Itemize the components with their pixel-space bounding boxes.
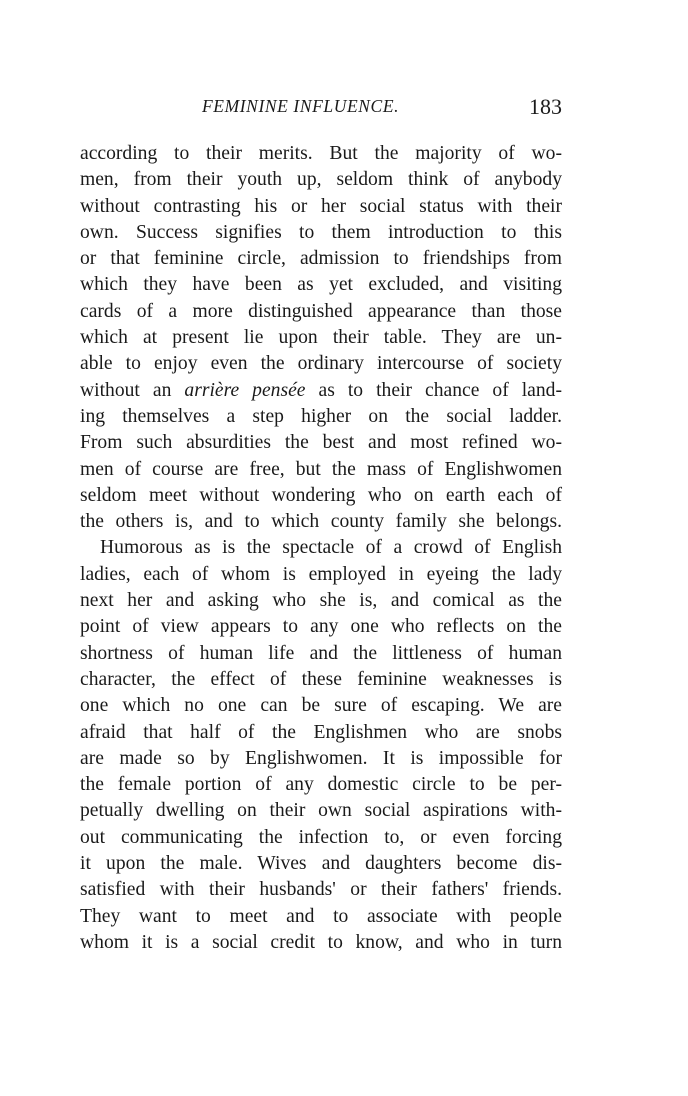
- running-title: FEMININE INFLUENCE.: [202, 96, 400, 116]
- text-line: From such absurdities the best and most refined wo-: [80, 432, 562, 454]
- text-line-with-italic: [80, 378, 562, 404]
- text-line: cards of a more distinguished appearance than those: [80, 300, 562, 322]
- text-line: or that feminine circle, admission to friendships from: [80, 248, 562, 270]
- page-number: 183: [529, 94, 562, 119]
- text-line: shortness of human life and the littleness of human: [80, 642, 562, 664]
- text-line: character, the effect of these feminine weaknesses is: [80, 668, 562, 690]
- text-line: afraid that half of the Englishmen who are snobs: [80, 721, 562, 743]
- text-line: the female portion of any domestic circle to be per-: [80, 774, 562, 796]
- text-line: men of course are free, but the mass of Englishwomen: [80, 458, 562, 480]
- text-line: without contrasting his or her social status with their: [80, 195, 562, 217]
- text-line: ing themselves a step higher on the social ladder.: [80, 405, 562, 427]
- text-line: petually dwelling on their own social aspirations with-: [80, 800, 562, 822]
- text-line: out communicating the infection to, or even forcing: [80, 826, 562, 848]
- text-segment: as to their chance of land-: [305, 379, 562, 401]
- text-segment: without an: [80, 379, 185, 401]
- text-line: according to their merits. But the majority of wo-: [80, 143, 562, 164]
- text-line: own. Success signifies to them introduction to this: [80, 221, 562, 243]
- text-line: ladies, each of whom is employed in eyeing the lady: [80, 563, 562, 585]
- text-line: next her and asking who she is, and comical as the: [80, 590, 562, 612]
- text-line: point of view appears to any one who reflects on the: [80, 616, 562, 638]
- text-line: the others is, and to which county family she belongs.: [80, 511, 562, 533]
- text-line-paragraph-start: Humorous as is the spectacle of a crowd of English: [100, 537, 562, 559]
- text-line: are made so by Englishwomen. It is impossible for: [80, 747, 562, 769]
- text-line: which they have been as yet excluded, and visiting: [80, 274, 562, 296]
- text-line: it upon the male. Wives and daughters become dis-: [80, 853, 562, 875]
- text-line: They want to meet and to associate with people: [80, 905, 562, 927]
- body-text: [80, 141, 562, 956]
- text-line: able to enjoy even the ordinary intercourse of society: [80, 353, 562, 375]
- text-line: men, from their youth up, seldom think of anybody: [80, 169, 562, 191]
- page-header: [80, 94, 562, 124]
- text-line: whom it is a social credit to know, and who in turn: [80, 931, 562, 953]
- text-line: one which no one can be sure of escaping. We are: [80, 695, 562, 717]
- text-line: seldom meet without wondering who on earth each of: [80, 484, 562, 506]
- text-line: which at present lie upon their table. They are un-: [80, 327, 562, 349]
- italic-phrase: arrière pensée: [184, 379, 306, 401]
- text-line: satisfied with their husbands' or their fathers' friends.: [80, 879, 562, 901]
